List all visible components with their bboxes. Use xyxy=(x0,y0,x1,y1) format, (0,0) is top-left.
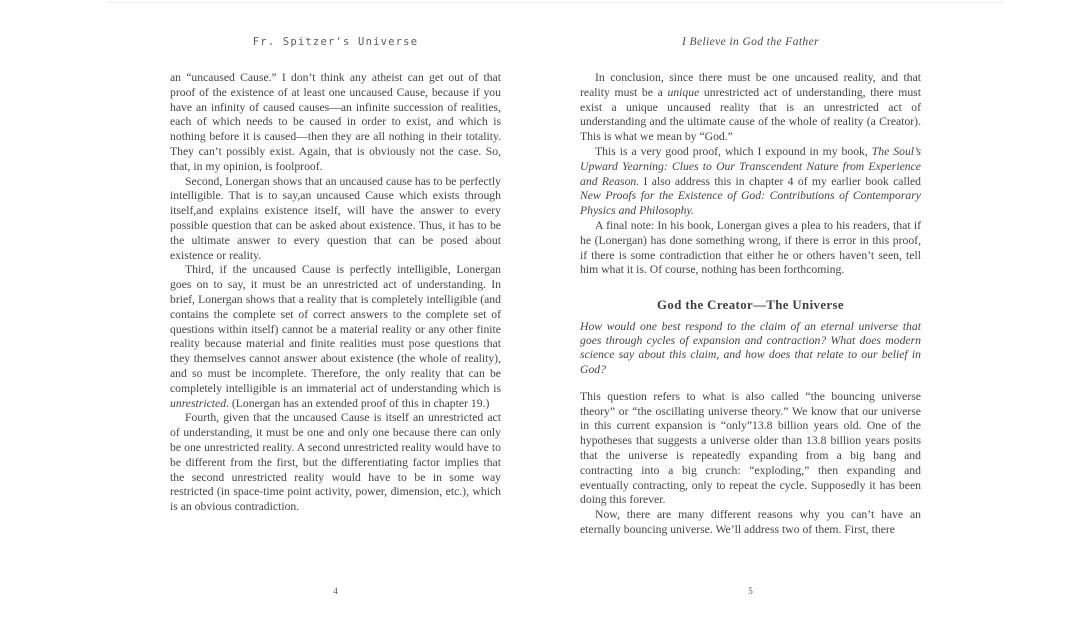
paragraph xyxy=(580,219,921,278)
paragraph xyxy=(580,508,921,538)
text-run: unrestricted act of understanding, there must exist a unique uncaused reality that is an unrestricted act of understanding and the ultimate cause of the whole of reality (a Creator). This is what we mean by “God.” xyxy=(580,85,921,144)
italic-text-run: How would one best respond to the claim of an eternal universe that goes through cycles of expansion and contraction? What does modern science say about this claim, and how does that relate to our belief in God? xyxy=(580,319,921,376)
paragraph xyxy=(170,263,501,411)
text-run: This question refers to what is also called “the bouncing universe theory” or “the oscillating universe theory.” We know that our universe in this current expansion is “only”13.8 billion years old. One of the hypotheses that suggests a universe older than 13.8 billion years posits that the universe is repeatedly expanding from a big bang and contracting into a big crunch: “exploding,” then expanding and eventually contracting, only to repeat the cycle. Supposedly it has been doing this forever. xyxy=(580,389,921,507)
text-run: Second, Lonergan shows that an uncaused cause has to be perfectly intelligible. That is to say,an uncaused Cause which exists through itself,and explains existence itself, will have the answer to every possible question that can be asked about existence. Thus, it has to be the ultimate answer to every question that can be posed about existence or reality. xyxy=(170,174,501,262)
italic-text-run: The Soul’s Upward Yearning: Clues to Our Transcendent Nature from Experience and Reason. xyxy=(580,144,921,188)
right-page xyxy=(580,0,921,631)
question-paragraph xyxy=(580,320,921,377)
left-page-body xyxy=(170,71,501,515)
text-run: I also address this in chapter 4 of my earlier book called xyxy=(639,174,921,188)
text-run: an “uncaused Cause.” I don’t think any atheist can get out of that proof of the existence of at least one uncaused Cause, because if you have an infinity of caused causes—an infinite succession of realities, each of which needs to be caused in order to exist, and which is nothing before it is caused—then they are all nothing in their totality. They can’t possibly exist. Again, that is obviously not the case. So, that, in my opinion, is foolproof. xyxy=(170,71,501,173)
text-run: This is a very good proof, which I expound in my book, xyxy=(595,144,872,158)
italic-text-run: unique xyxy=(667,85,700,99)
paragraph xyxy=(170,175,501,264)
page-number-right: 5 xyxy=(748,586,753,596)
paragraph xyxy=(170,411,501,515)
running-head-right: I Believe in God the Father xyxy=(682,36,819,48)
text-run: Fourth, given that the uncaused Cause is itself an unrestricted act of understanding, it must be one and only one because there can only be one unrestricted reality. A second unrestricted reality would have to be different from the first, but the differentiating factor implies that the second unrestricted reality would have to be in some way restricted (in space-time point activity, power, dimension, etc.), which is an obvious contradiction. xyxy=(170,411,501,514)
page-number-left: 4 xyxy=(333,586,338,596)
text-run: A final note: In his book, Lonergan gives a plea to his readers, that if he (Lonergan) has done something wrong, if there is error in this proof, if there is some contradiction that either he or others haven’t seen, tell him what it is. Of course, nothing has been forthcoming. xyxy=(580,218,921,277)
right-page-body xyxy=(580,71,921,538)
section-heading: God the Creator—The Universe xyxy=(657,298,844,313)
paragraph xyxy=(580,145,921,219)
paragraph xyxy=(170,71,501,175)
text-run: In conclusion, since there must be one uncaused reality, and that reality must be a xyxy=(580,71,921,99)
italic-text-run: unrestricted xyxy=(170,396,227,410)
paragraph xyxy=(580,71,921,145)
paragraph xyxy=(580,390,921,508)
text-run: Third, if the uncaused Cause is perfectly intelligible, Lonergan goes on to say, it must be an unrestricted act of understanding. In brief, Lonergan shows that a reality that is completely intelligible (and contains the complete set of correct answers to the complete set of questions within itself) cannot be a material reality or any other finite reality because material and finite realities must pose questions that they themselves cannot answer about existence (the whole of reality), and so must be incomplete. Therefore, the only reality that can be completely intelligible is an immaterial act of understanding which is xyxy=(170,263,501,395)
text-run: Now, there are many different reasons why you can’t have an eternally bouncing universe. We’ll address two of them. First, there xyxy=(580,508,921,536)
left-page xyxy=(170,0,501,631)
text-run: . (Lonergan has an extended proof of this in chapter 19.) xyxy=(226,396,490,410)
running-head-left: Fr. Spitzer's Universe xyxy=(252,36,419,48)
italic-text-run: New Proofs for the Existence of God: Contributions of Contemporary Physics and Philosophy. xyxy=(580,189,921,218)
